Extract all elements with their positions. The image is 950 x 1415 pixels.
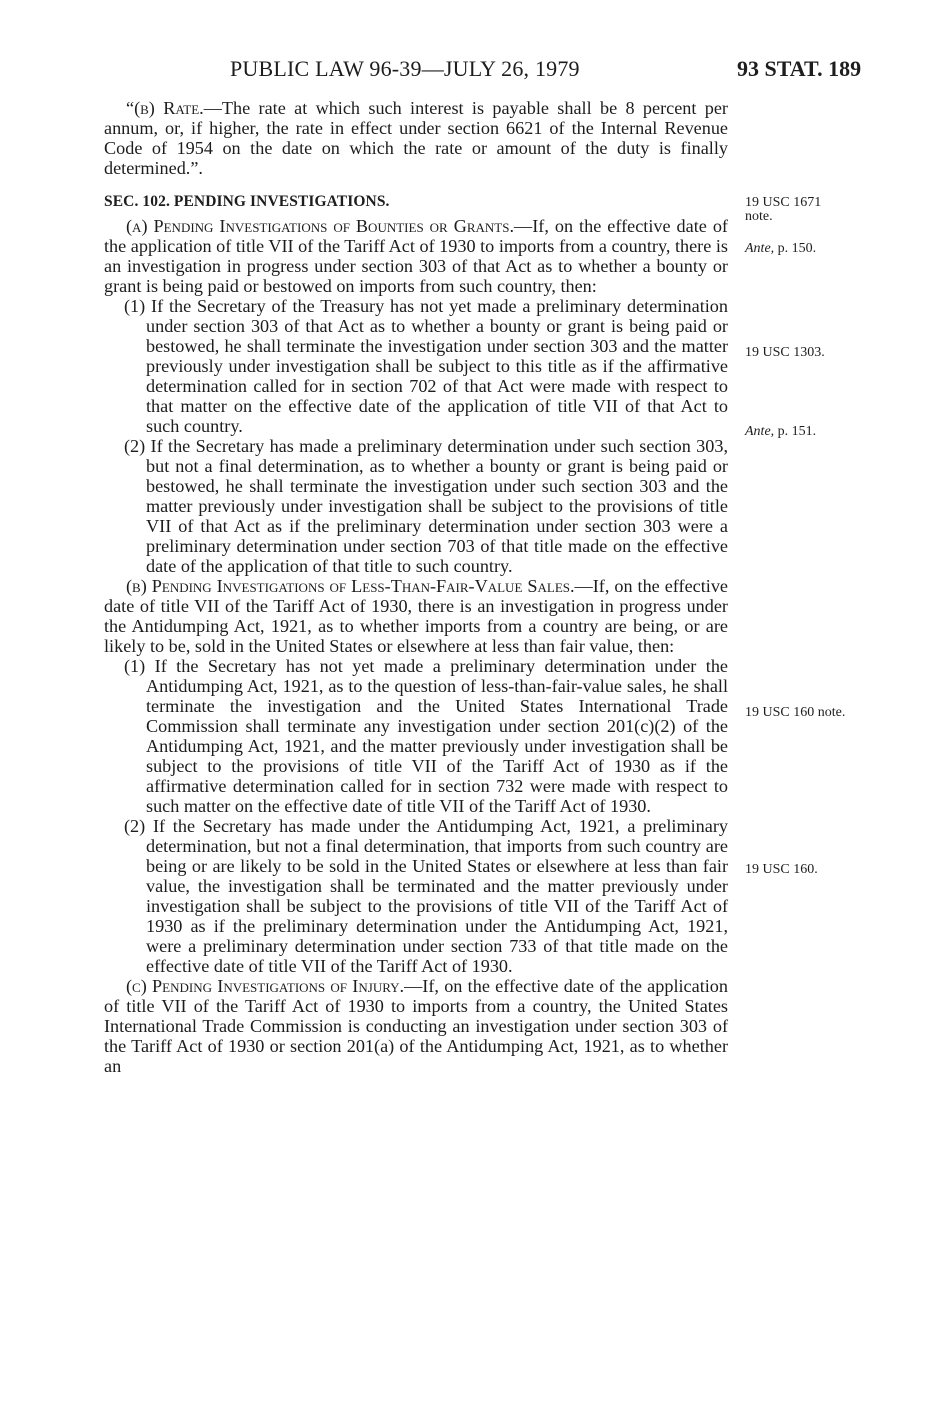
paragraph-a2: (2) If the Secretary has made a preliminary determination under such section 303, but not a final determination, as to whether a bounty or grant is being paid or bestowed, he shall terminate the investigation under such section 303 and the matter previously under investigation shall be subject to the provisions of title VII of that Act as if the preliminary determination under section 303 were a preliminary determination under section 703 of that title made on the effective date of the application of that title to such country. bbox=[124, 436, 728, 576]
paragraph-b2: (2) If the Secretary has made under the Antidumping Act, 1921, a preliminary determination, but not a final determination, that imports from such country are being or are likely to be sold in the United States or elsewhere at less than fair value, the investigation shall be terminated and the matter previously under investigation shall be subject to the provisions of title VII of the Tariff Act of 1930 as if the preliminary determination under the Antidumping Act, 1921, were a preliminary determination under section 733 of that title made on the effective date of title VII of the Tariff Act of 1930. bbox=[124, 816, 728, 976]
subsection-c-text: If, on the effective date of the application of title VII of the Tariff Act of 1930 to imports from a country, the United States International Trade Commission is conducting an investigation under section 303 of the Tariff Act of 1930 or section 201(a) of the Antidumping Act, 1921, as to whether an bbox=[104, 976, 728, 1076]
margin-note-160-note: 19 USC 160 note. bbox=[745, 705, 846, 720]
rate-paragraph bbox=[104, 98, 728, 178]
margin-note-ante-151 bbox=[745, 425, 855, 439]
subsection-c bbox=[104, 976, 728, 1076]
subsection-b-label: (b) Pending Investigations of Less-Than-Fair-Value Sales.— bbox=[126, 576, 593, 596]
margin-note-1671-line2: note. bbox=[745, 209, 773, 224]
subsection-b-text: If, on the effective date of title VII of the Tariff Act of 1930, there is an investigation in progress under the Antidumping Act, 1921, as to whether imports from a country are being, or are likely to be, sold in the United States or elsewhere at less than fair value, then: bbox=[104, 576, 728, 656]
document-body bbox=[104, 98, 728, 1076]
margin-note-1671 bbox=[745, 196, 855, 224]
margin-note-1303: 19 USC 1303. bbox=[745, 345, 825, 360]
subsection-b bbox=[104, 576, 728, 656]
margin-note-ante-150-page: p. 150. bbox=[777, 241, 817, 256]
subsection-a-label: (a) Pending Investigations of Bounties or Grants.— bbox=[126, 216, 533, 236]
margin-note-ante-150 bbox=[745, 242, 855, 256]
margin-note-ante-151-page: p. 151. bbox=[777, 424, 817, 439]
rate-label: “(b) Rate.— bbox=[126, 98, 222, 118]
subsection-a bbox=[104, 216, 728, 296]
page-header-title: PUBLIC LAW 96-39—JULY 26, 1979 bbox=[230, 56, 580, 81]
margin-note-1671-line1: 19 USC 1671 bbox=[745, 195, 822, 210]
subsection-c-label: (c) Pending Investigations of Injury.— bbox=[126, 976, 423, 996]
paragraph-b1: (1) If the Secretary has not yet made a preliminary determination under the Antidumping Act, 1921, as to the question of less-than-fair-value sales, he shall terminate the investigation and the United States International Trade Commission shall terminate any investigation under section 201(c)(2) of the Antidumping Act, 1921, and the matter previously under investigation shall be subject to the provisions of title VII of the Tariff Act of 1930 as if the affirmative determination called for in section 732 were made with respect to such matter on the effective date of title VII of the Tariff Act of 1930. bbox=[124, 656, 728, 816]
margin-note-ante-150-italic: Ante, bbox=[745, 241, 775, 256]
page-header-stat: 93 STAT. 189 bbox=[737, 56, 862, 81]
margin-note-ante-151-italic: Ante, bbox=[745, 424, 775, 439]
rate-text: The rate at which such interest is payable shall be 8 percent per annum, or, if higher, the rate in effect under section 6621 of the Internal Revenue Code of 1954 on the date on which the rate or amount of the duty is finally determined.”. bbox=[104, 98, 728, 178]
margin-note-160: 19 USC 160. bbox=[745, 862, 818, 877]
paragraph-a1: (1) If the Secretary of the Treasury has not yet made a preliminary determination under section 303 of that Act as to whether a bounty or grant is being paid or bestowed, he shall terminate the investigation under section 303 and the matter previously under investigation shall be subject to this title as if the affirmative determination called for in section 702 of that Act were made with respect to that matter on the effective date of the application of title VII of that Act to such country. bbox=[124, 296, 728, 436]
section-heading: SEC. 102. PENDING INVESTIGATIONS. bbox=[104, 193, 390, 210]
subsection-a-text: If, on the effective date of the application of title VII of the Tariff Act of 1930 to imports from a country, there is an investigation in progress under section 303 of that Act as to whether a bounty or grant is being paid or bestowed on imports from such country, then: bbox=[104, 216, 728, 296]
